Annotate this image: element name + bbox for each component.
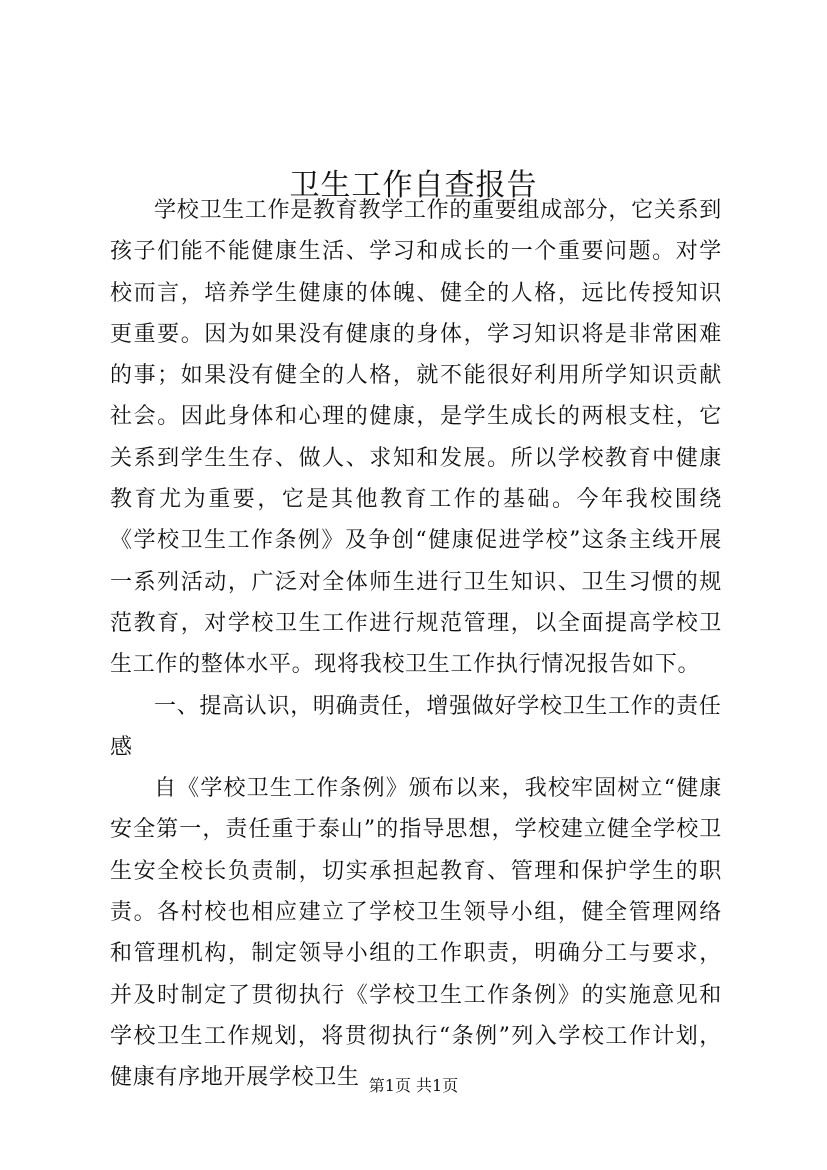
page-footer: 第1页 共1页 — [368, 1076, 459, 1095]
section-1-paragraph: 自《学校卫生工作条例》颁布以来，我校牢固树立“健康安全第一，责任重于泰山”的指导思想，学校建立健全学校卫生安全校长负责制，切实承担起教育、管理和保护学生的职责。各村校也相应建立了学校卫生领导小组，健全管理网络和管理机构，制定领导小组的工作职责，明确分工与要求，并及时制定了贯彻执行《学校卫生工作条例》的实施意见和学校卫生工作规划，将贯彻执行“条例”列入学校工作计划，健康有序地开展学校卫生 — [110, 776, 722, 1091]
document-title: 卫生工作自查报告 — [289, 168, 538, 204]
intro-paragraph: 学校卫生工作是教育教学工作的重要组成部分，它关系到孩子们能不能健康生活、学习和成长的一个重要问题。对学校而言，培养学生健康的体魄、健全的人格，远比传授知识更重要。因为如果没有健康的身体，学习知识将是非常困难的事；如果没有健全的人格，就不能很好利用所学知识贡献社会。因此身体和心理的健康，是学生成长的两根支柱，它关系到学生生存、做人、求知和发展。所以学校教育中健康教育尤为重要，它是其他教育工作的基础。今年我校围绕《学校卫生工作条例》及争创“健康促进学校”这条主线开展一系列活动，广泛对全体师生进行卫生知识、卫生习惯的规范教育，对学校卫生工作进行规范管理，以全面提高学校卫生工作的整体水平。现将我校卫生工作执行情况报告如下。 — [110, 198, 722, 678]
document-body — [110, 190, 722, 1099]
section-heading-1: 一、提高认识，明确责任，增强做好学校卫生工作的责任感 — [110, 693, 722, 760]
